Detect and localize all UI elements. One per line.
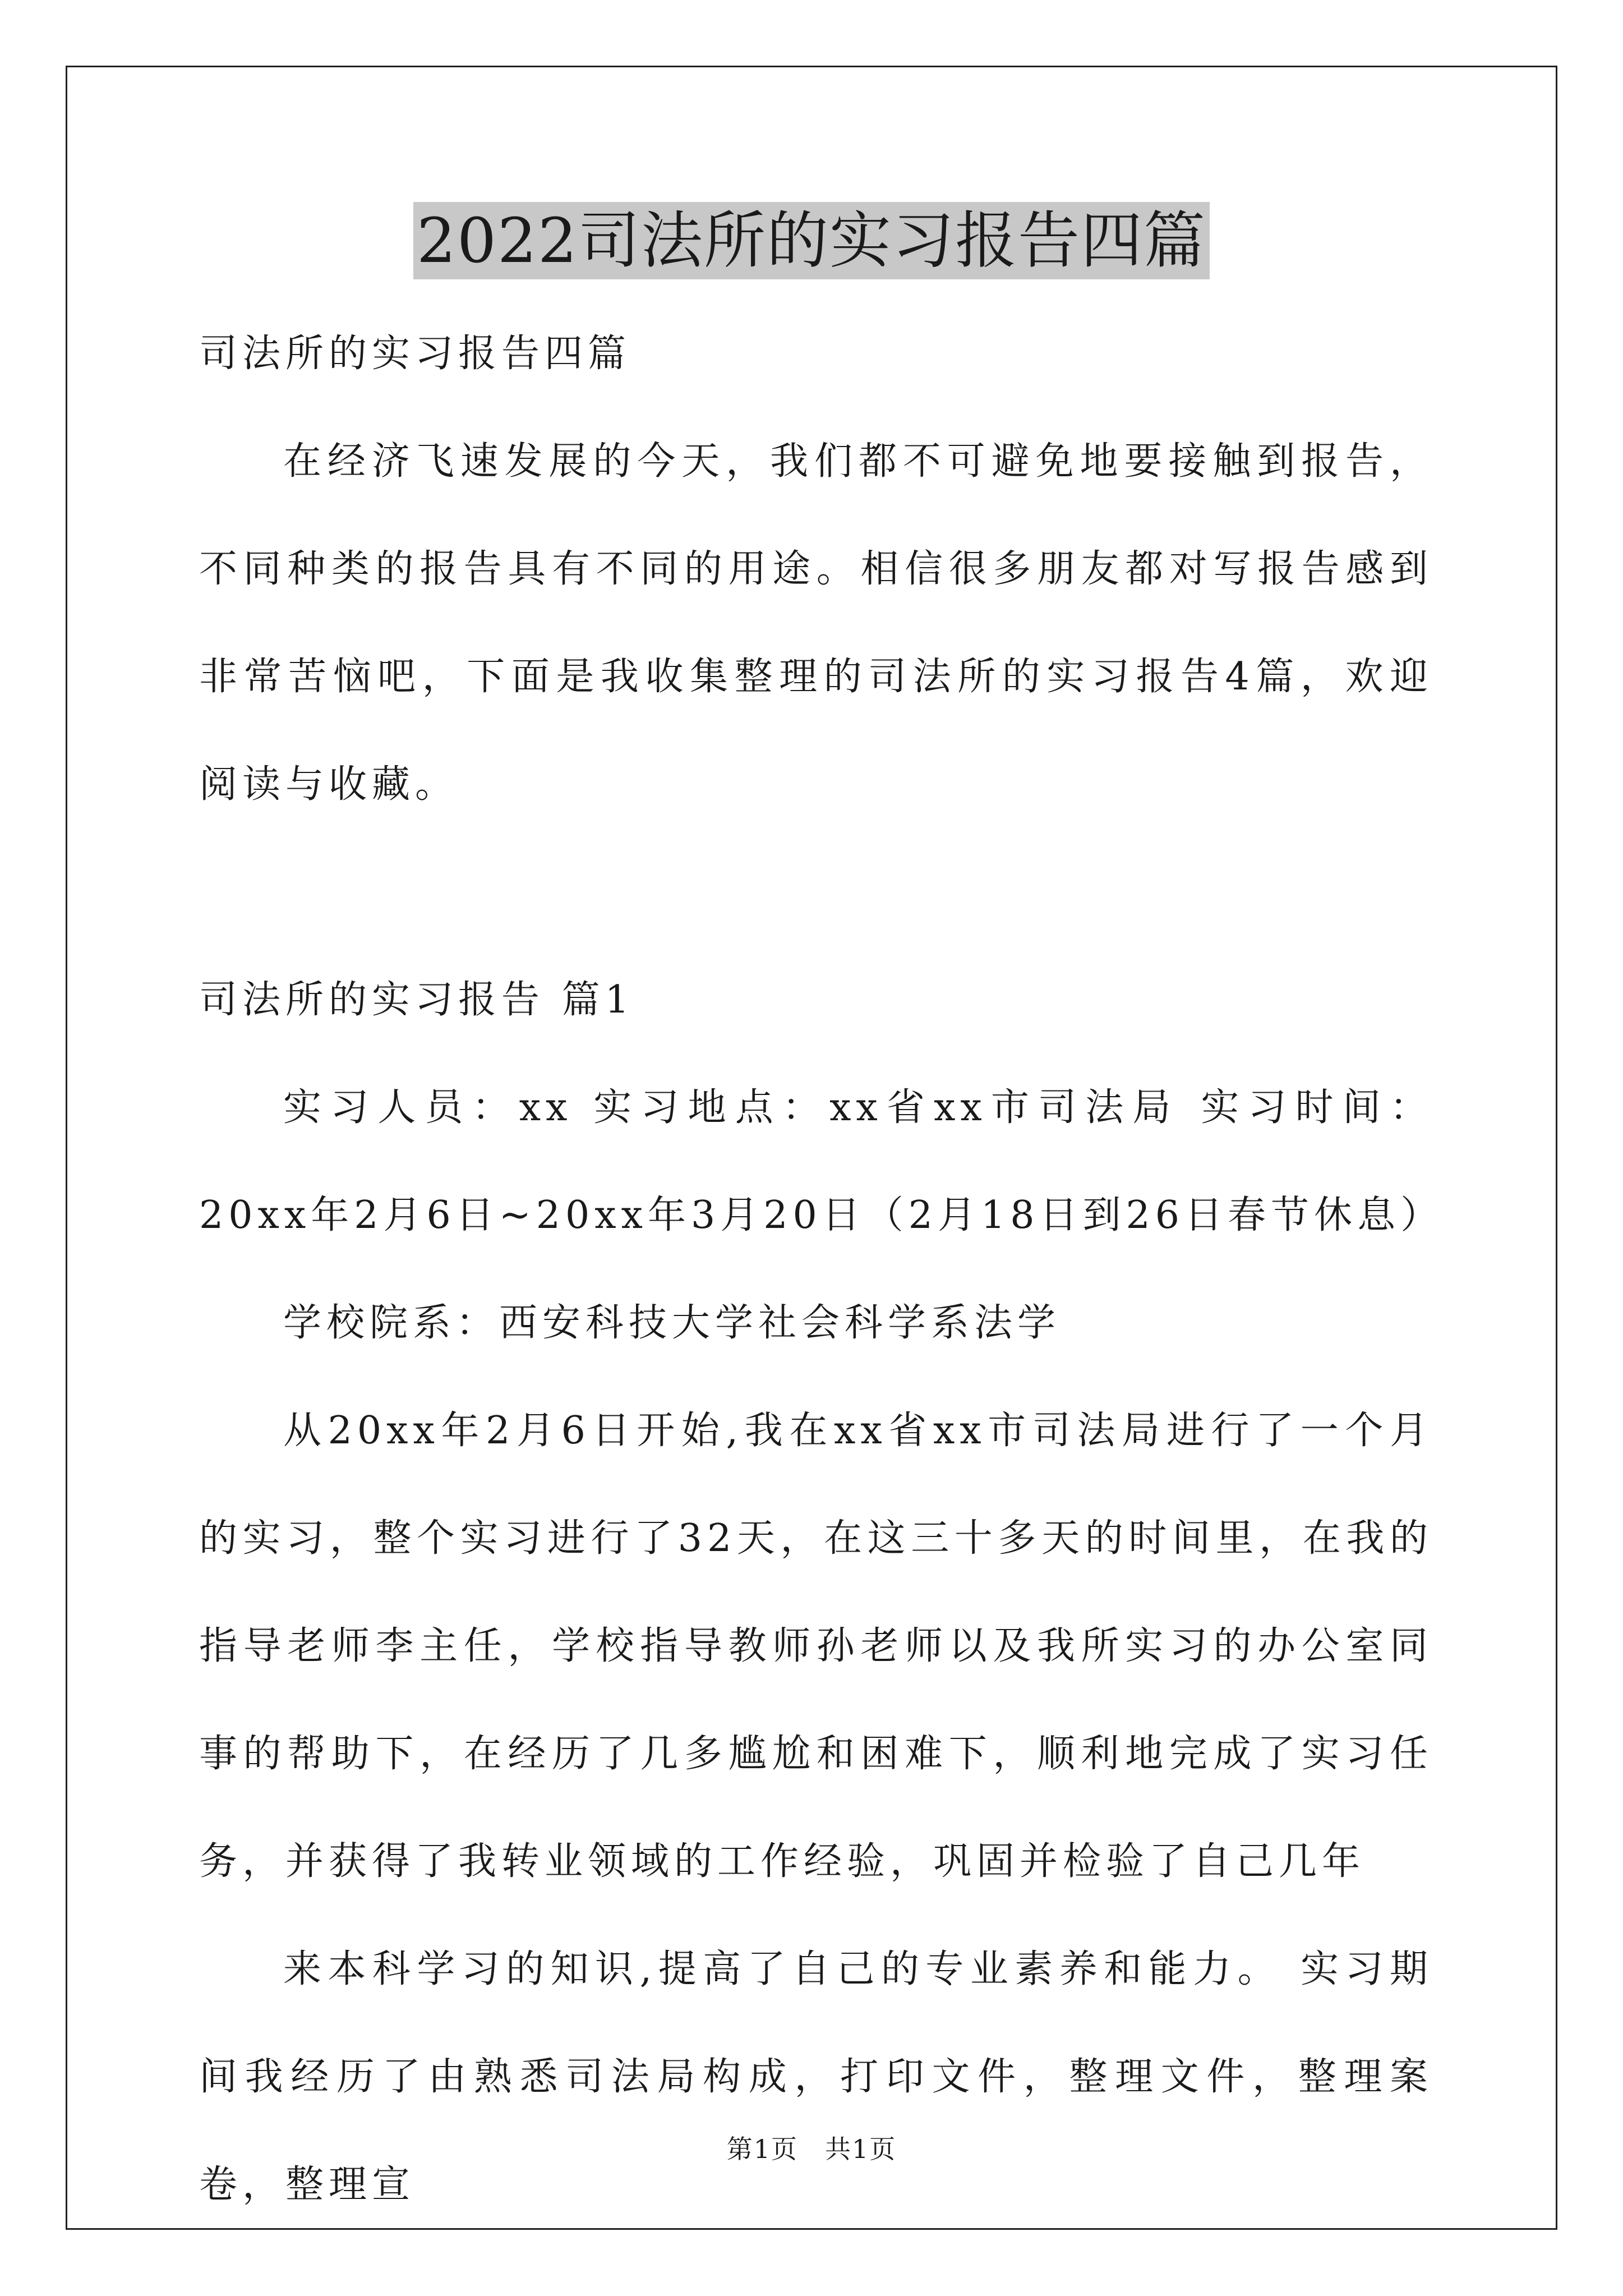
page-number: 第1页: [726, 2134, 798, 2164]
document-title: 2022司法所的实习报告四篇: [413, 202, 1210, 279]
title-container: [0, 202, 1623, 279]
body-paragraph: 从20xx年2月6日开始,我在xx省xx市司法局进行了一个月的实习，整个实习进行了32天，在这三十多天的时间里，在我的指导老师李主任，学校指导教师孙老师以及我所实习的办公室同事的帮助下，在经历了几多尴尬和困难下，顺利地完成了实习任务，并获得了我转业领域的工作经验，巩固并检验了自己几年: [199, 1409, 1433, 1884]
section-spacer: [199, 839, 1433, 946]
intro-paragraph: 在经济飞速发展的今天，我们都不可避免地要接触到报告，不同种类的报告具有不同的用途。相信很多朋友都对写报告感到非常苦恼吧，下面是我收集整理的司法所的实习报告4篇，欢迎阅读与收藏。: [199, 439, 1433, 807]
body-paragraph: 实习人员：xx 实习地点：xx省xx市司法局 实习时间：20xx年2月6日~20xx年3月20日（2月18日到26日春节休息）: [199, 1085, 1444, 1237]
document-body: [199, 300, 1444, 2239]
body-paragraph: 学校院系：西安科技大学社会科学系法学: [283, 1301, 1061, 1345]
body-paragraph: 来本科学习的知识,提高了自己的专业素养和能力。 实习期间我经历了由熟悉司法局构成，打印文件，整理文件，整理案卷，整理宣: [199, 1947, 1433, 2207]
section-heading: 司法所的实习报告 篇1: [199, 978, 634, 1022]
document-subtitle: 司法所的实习报告四篇: [199, 332, 631, 376]
page-footer: [0, 2129, 1623, 2166]
page-total: 共1页: [825, 2134, 897, 2164]
